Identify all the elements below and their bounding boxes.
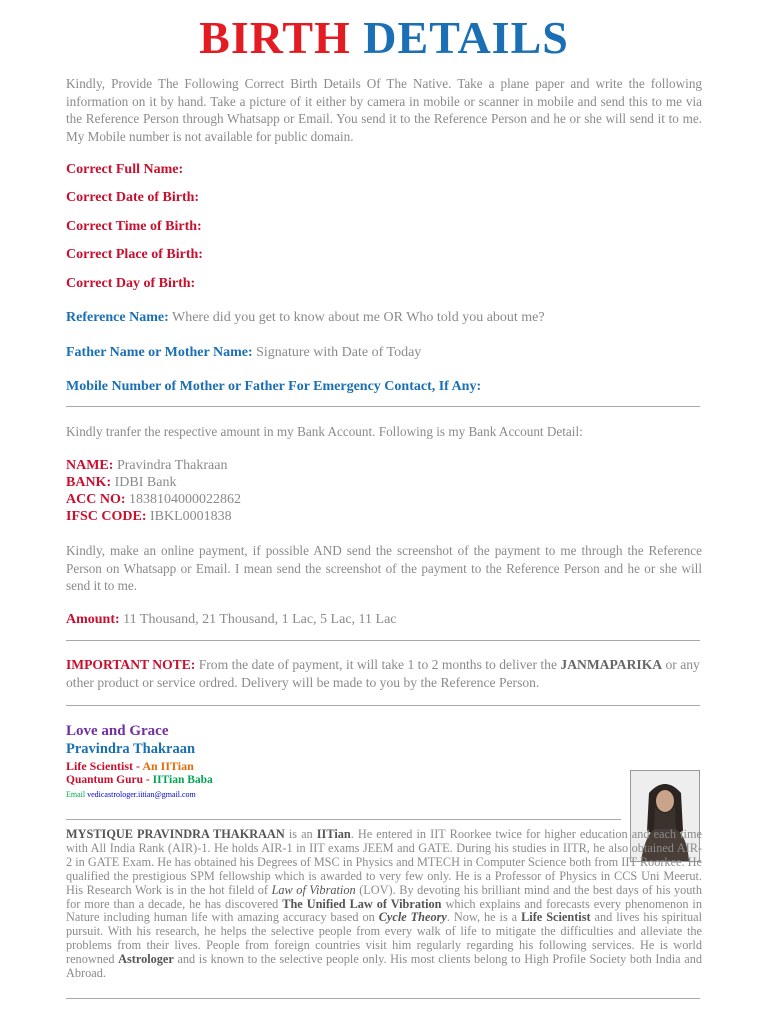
amount-label: Amount: (66, 612, 120, 627)
field-date-of-birth: Correct Date of Birth: (66, 190, 200, 205)
bank-intro (66, 423, 583, 441)
sig-email-label: Email (66, 790, 86, 799)
divider (66, 998, 700, 999)
divider (66, 819, 621, 820)
sig-email[interactable]: vedicastrologer.iitian@gmail.com (87, 790, 196, 799)
divider (66, 406, 700, 407)
sig-sep: - (133, 759, 143, 773)
note-text-1: From the date of payment, it will take 1 to 2 months to deliver the (198, 657, 557, 672)
title-word-birth: BIRTH (199, 12, 351, 63)
bio-text: and lives his spiritual pursuit. With his research, he helps the selective people from every walk of life to mitigate the difficulties and alleviate the problems from their lives. People from foreign countries visit him regularly regarding his following services. He is world renowned (66, 910, 702, 967)
bio-text: is an (284, 827, 317, 841)
bio-text: . He entered in IIT Roorkee twice for higher education and each time with All India Rank (AIR)-1. He holds AIR-1 in IIT exams JEEM and GATE. During his studies in IITR, he also obtained AIR- 2 in GATE Exam. He has obtained his Degrees of MSC in Physics and MTECH in Computer Science both from IIT Roorkee. He qualified the prestigious SPM fellowship which is awarded to very few only. He is a Professor of Physics in CCS Uni Meerut. His Research Work is in the hot fileld of (66, 827, 702, 897)
bank-acc-row (66, 491, 241, 509)
bio-name: MYSTIQUE PRAVINDRA THAKRAAN (66, 827, 285, 841)
divider (66, 705, 700, 706)
sig-iitian-baba: IITian Baba (152, 774, 213, 786)
bank-intro-text: Kindly tranfer the respective amount in my Bank Account. Following is my Bank Account Detail: (66, 424, 583, 439)
page-title (0, 10, 768, 66)
bank-acc-label: ACC NO: (66, 492, 126, 507)
mobile-label: Mobile Number of Mother or Father For Emergency Contact, If Any: (66, 379, 482, 394)
bio-text: . Now, he is a (446, 910, 522, 925)
field-day-of-birth: Correct Day of Birth: (66, 276, 196, 291)
important-note (66, 656, 702, 691)
bank-bank-value: IDBI Bank (114, 475, 177, 490)
reference-text: Where did you get to know about me OR Who told you about me? (172, 310, 545, 325)
amount-value: 11 Thousand, 21 Thousand, 1 Lac, 5 Lac, 11 Lac (123, 612, 397, 627)
bank-ifsc-label: IFSC CODE: (66, 509, 147, 524)
parent-line (66, 344, 421, 362)
bank-ifsc-value: IBKL0001838 (150, 509, 232, 524)
sig-line3 (66, 759, 194, 774)
reference-label: Reference Name: (66, 310, 169, 325)
bio-cycle-theory: Cycle Theory (378, 910, 447, 925)
bio-text: and is known to the selective people only. His most clients belong to High Profile Society both India and Abroad. (66, 952, 702, 981)
bank-name-value: Pravindra Thakraan (116, 458, 228, 473)
sig-quantum-guru: Quantum Guru (66, 774, 144, 786)
bio-astrologer: Astrologer (118, 952, 174, 967)
sig-greeting: Love and Grace (66, 723, 169, 739)
mobile-line (66, 378, 481, 396)
parent-label: Father Name or Mother Name: (66, 345, 253, 360)
bank-name-row (66, 457, 227, 475)
bio-iitian: IITian (316, 827, 351, 841)
bank-bank-label: BANK: (66, 475, 112, 490)
author-bio (66, 828, 702, 981)
sig-email-line (66, 790, 196, 799)
field-full-name: Correct Full Name: (66, 162, 184, 177)
bio-life-scientist: Life Scientist (521, 910, 591, 925)
bank-ifsc-row (66, 508, 232, 526)
parent-text: Signature with Date of Today (256, 345, 422, 360)
divider (66, 640, 700, 641)
amount-line (66, 611, 397, 629)
sig-line4 (66, 774, 213, 786)
bank-bank-row (66, 474, 176, 492)
field-time-of-birth: Correct Time of Birth: (66, 219, 202, 234)
note-label: IMPORTANT NOTE: (66, 657, 196, 672)
note-highlight: JANMAPARIKA (560, 657, 663, 672)
reference-line (66, 309, 545, 327)
bio-unified-law: The Unified Law of Vibration (282, 896, 442, 911)
bio-text: which explains and forecasts every phenomenon in Nature including human life with amazing accuracy based on (66, 896, 702, 925)
payment-paragraph: Kindly, make an online payment, if possible AND send the screenshot of the payment to me through the Reference Person on Whatsapp or Email. I mean send the screenshot of the payment to the Reference Person and he or she will send it to me. (66, 543, 702, 593)
bio-text: (LOV). By devoting his brilliant mind and the best days of his youth for more than a decade, he has discovered (66, 882, 702, 911)
intro-paragraph: Kindly, Provide The Following Correct Birth Details Of The Native. Take a plane paper and write the following information on it by hand. Take a picture of it either by camera in mobile or scanner in mobile and send this to me via the Reference Person through Whatsapp or Email. You send it to the Reference Person and he or she will send it to me. My Mobile number is not available for public domain. (66, 76, 702, 144)
bank-name-label: NAME: (66, 458, 114, 473)
bank-acc-value: 1838104000022862 (129, 492, 241, 507)
note-text-2: or any other product or service ordred. Delivery will be made to you by the Reference Person. (66, 657, 700, 690)
field-place-of-birth: Correct Place of Birth: (66, 247, 203, 262)
title-word-details: DETAILS (363, 12, 569, 63)
sig-name: Pravindra Thakraan (66, 741, 196, 757)
sig-life-scientist: Life Scientist (66, 759, 133, 773)
bio-law-of-vibration: Law of Vibration (271, 882, 356, 897)
sig-sep: - (143, 774, 153, 786)
sig-iitian: An IITian (142, 759, 194, 773)
